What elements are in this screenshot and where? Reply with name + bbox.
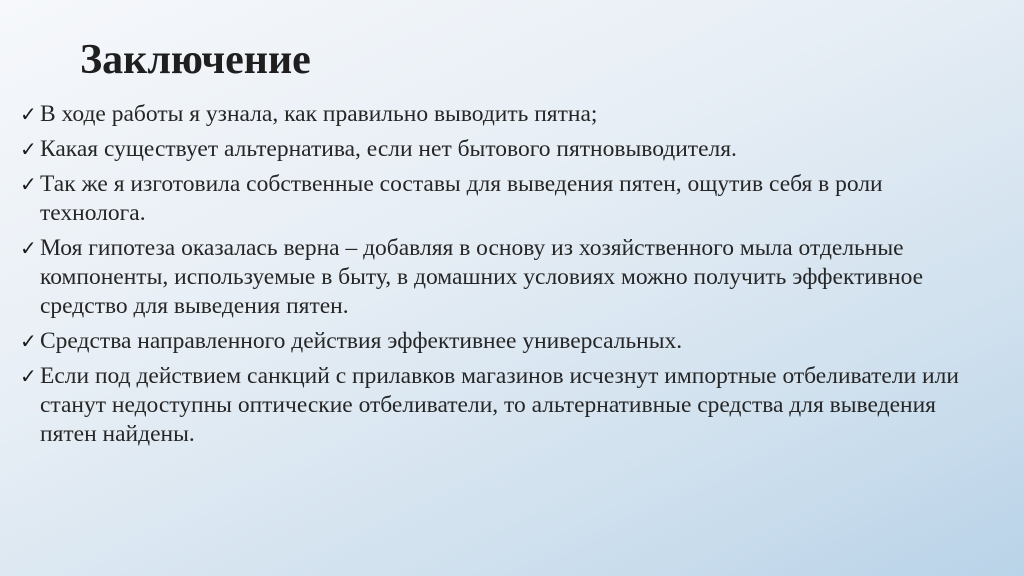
bullet-text: Так же я изготовила собственные составы для выведения пятен, ощутив себя в роли технолога. (40, 171, 883, 226)
bullet-item (20, 170, 985, 228)
check-icon: ✓ (20, 137, 37, 161)
bullet-text: Моя гипотеза оказалась верна – добавляя в основу из хозяйственного мыла отдельные компоненты, используемые в быту, в домашних условиях можно получить эффективное средство для выведения пятен. (40, 235, 924, 319)
slide-title: Заключение (80, 37, 311, 83)
bullet-item (20, 362, 985, 449)
bullet-item (20, 100, 985, 129)
bullet-text: В ходе работы я узнала, как правильно выводить пятна; (40, 101, 598, 127)
bullet-list (20, 100, 985, 455)
bullet-text: Средства направленного действия эффективнее универсальных. (40, 328, 683, 354)
bullet-item (20, 327, 985, 356)
check-icon: ✓ (20, 329, 37, 353)
bullet-item (20, 234, 985, 321)
bullet-item (20, 135, 985, 164)
check-icon: ✓ (20, 102, 37, 126)
bullet-text: Если под действием санкций с прилавков магазинов исчезнут импортные отбеливатели или станут недоступны оптические отбеливатели, то альтернативные средства для выведения пятен найдены. (40, 363, 959, 447)
check-icon: ✓ (20, 364, 37, 388)
bullet-text: Какая существует альтернатива, если нет бытового пятновыводителя. (40, 136, 737, 162)
check-icon: ✓ (20, 236, 37, 260)
check-icon: ✓ (20, 172, 37, 196)
